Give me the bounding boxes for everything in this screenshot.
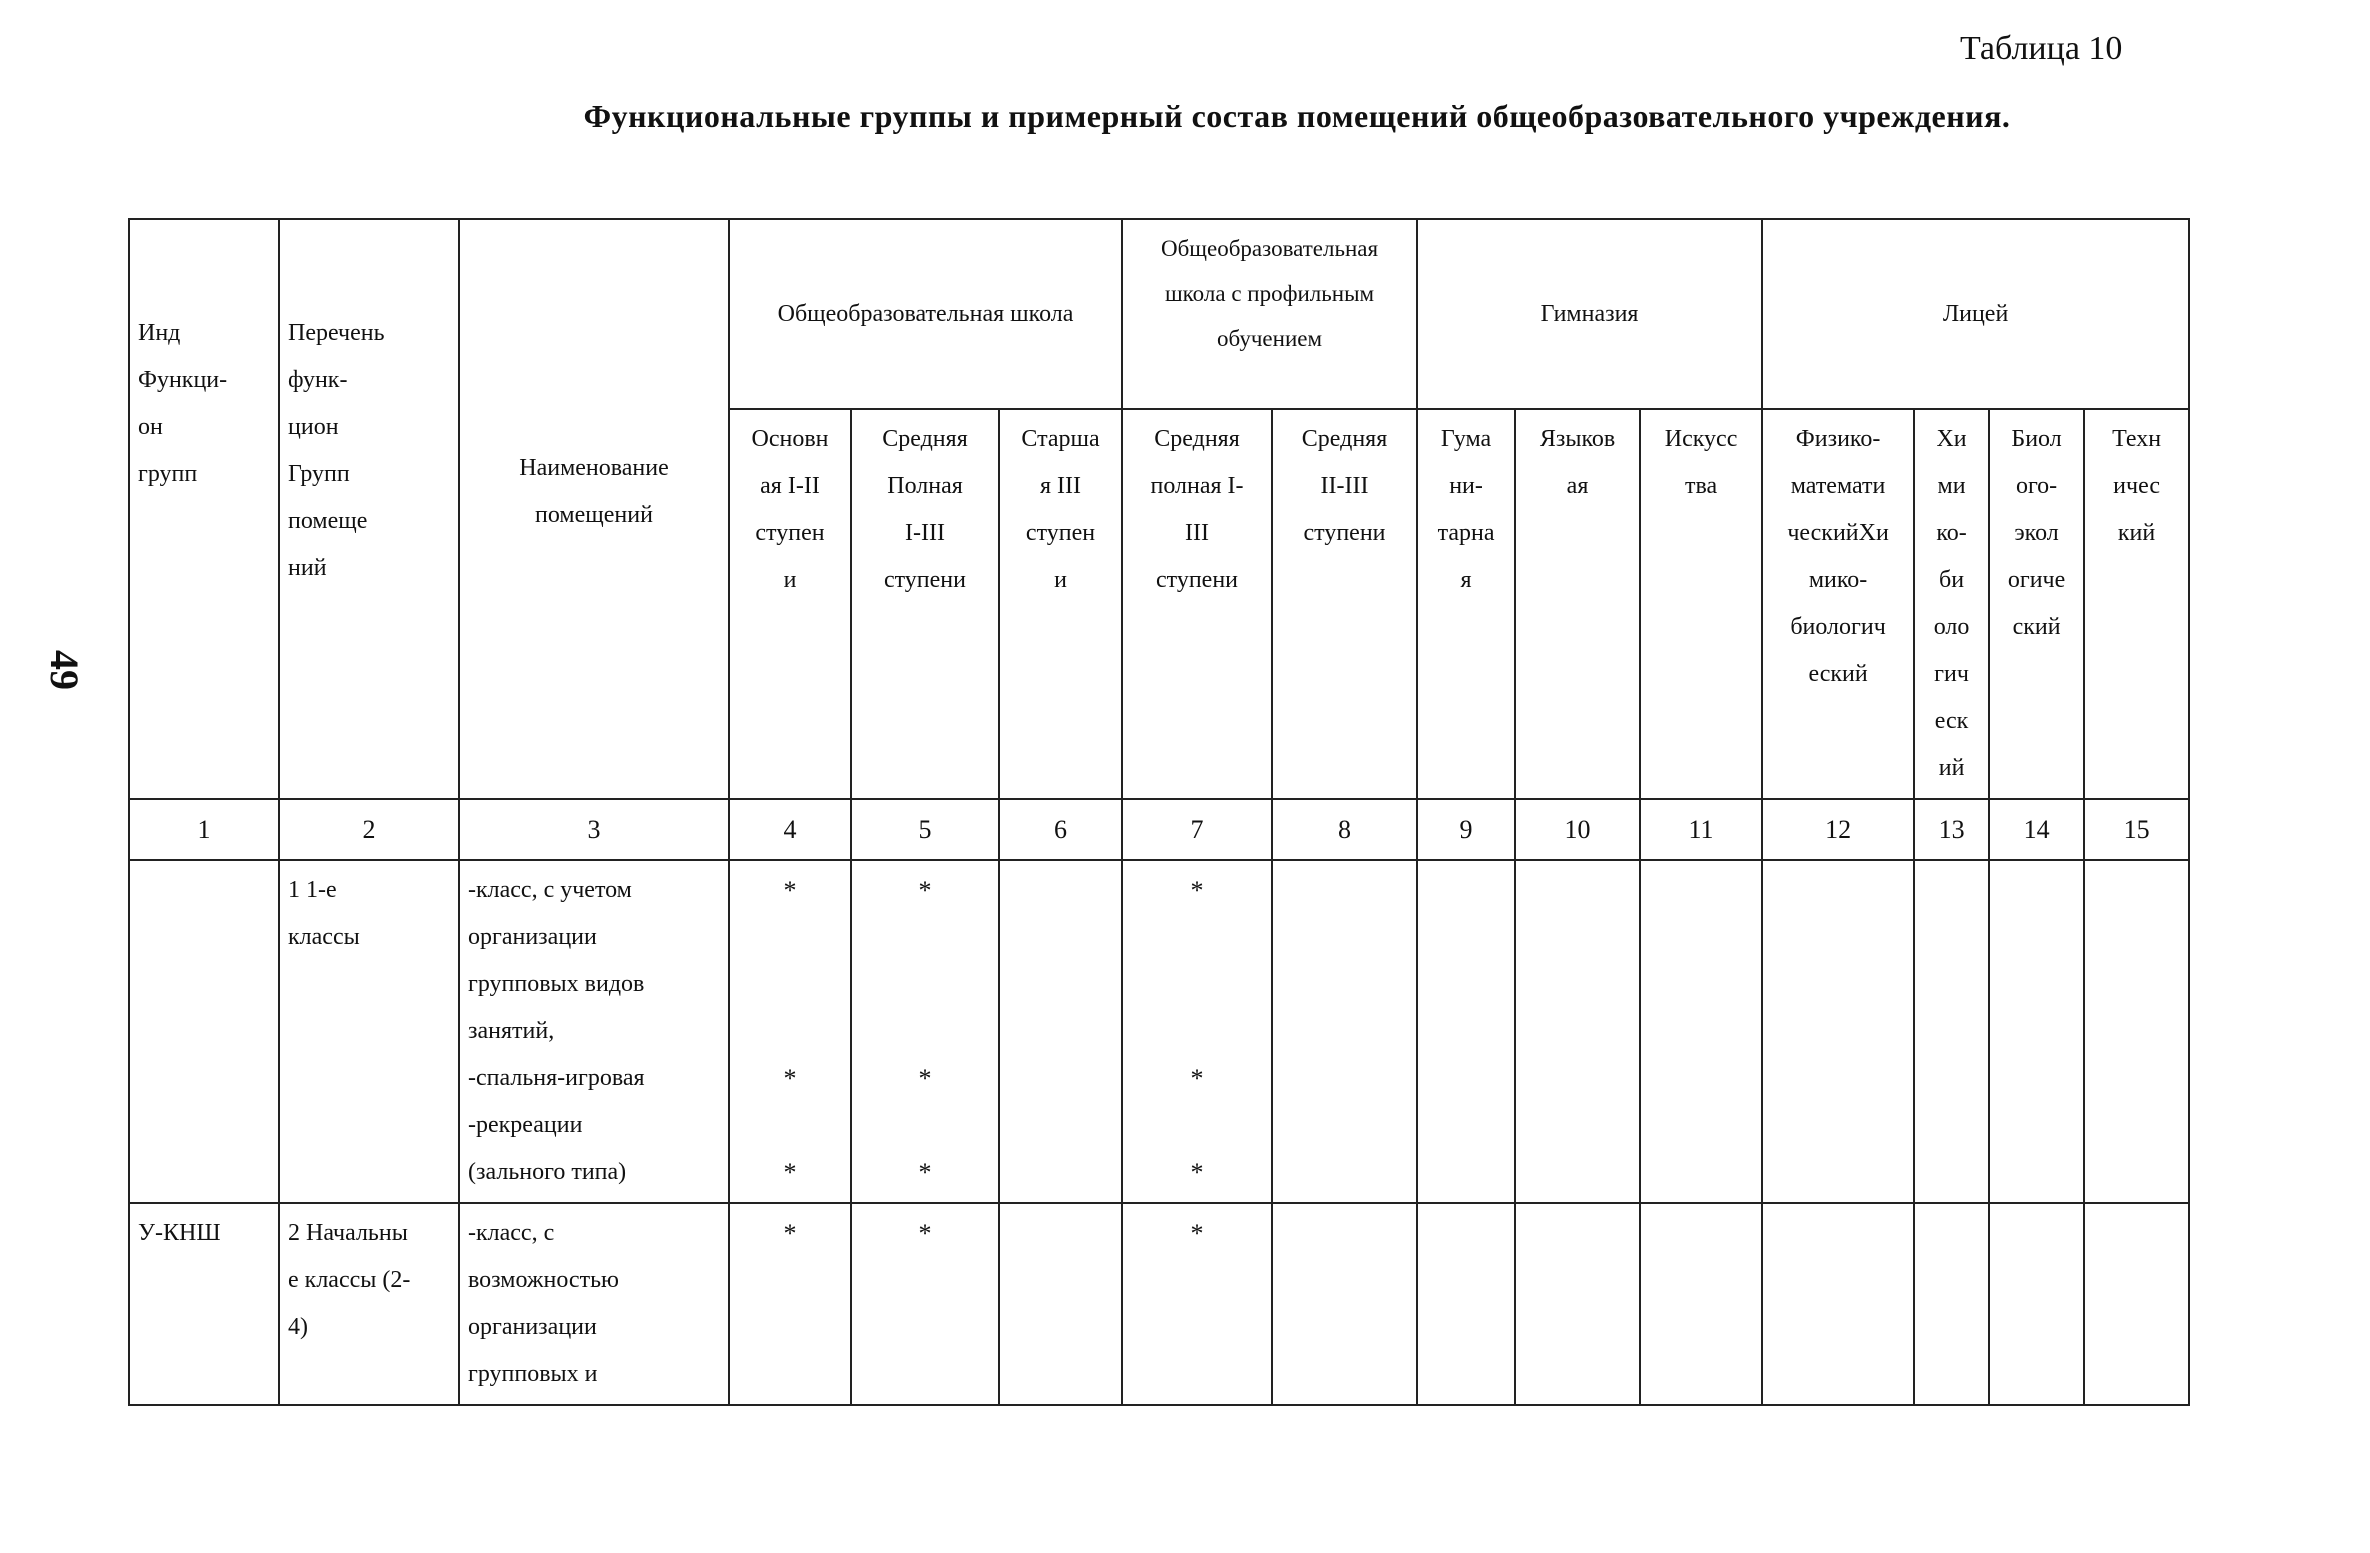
row-group: 1 1-е классы: [279, 860, 459, 1203]
subheader-physmath: Физико- математи ческийХи мико- биологич еский: [1762, 409, 1914, 799]
header-col-room-names: Наименование помещений: [459, 219, 729, 799]
subheader-secondary-full: Средняя Полная I-III ступени: [851, 409, 999, 799]
empty-cell: [1417, 860, 1515, 1203]
empty-cell: [1272, 860, 1417, 1203]
row-mark-c4: * * *: [729, 860, 851, 1203]
column-number: 4: [729, 799, 851, 860]
empty-cell: [1417, 1203, 1515, 1405]
subheader-senior: Старша я III ступен и: [999, 409, 1122, 799]
page-number: 49: [42, 650, 87, 690]
column-number: 7: [1122, 799, 1272, 860]
row-rooms: -класс, с учетом организации групповых видов занятий, -спальня-игровая -рекреации (зального типа): [459, 860, 729, 1203]
empty-cell: [1515, 860, 1640, 1203]
empty-cell: [1640, 860, 1762, 1203]
header-profile-school: Общеобразовательная школа с профильным обучением: [1122, 219, 1417, 409]
subheader-arts: Искусс тва: [1640, 409, 1762, 799]
row-group: 2 Начальны е классы (2- 4): [279, 1203, 459, 1405]
page-title: [0, 98, 2370, 135]
row-rooms: -класс, с возможностью организации групповых и: [459, 1203, 729, 1405]
empty-cell: [999, 1203, 1122, 1405]
empty-cell: [2084, 1203, 2189, 1405]
empty-cell: [1272, 1203, 1417, 1405]
header-col-index: Инд Функци- он групп: [129, 219, 279, 799]
empty-cell: [1914, 860, 1989, 1203]
subheader-bioeco: Биол ого- экол огиче ский: [1989, 409, 2084, 799]
row-index: [129, 860, 279, 1203]
subheader-profile-2-3: Средняя II-III ступени: [1272, 409, 1417, 799]
column-number: 9: [1417, 799, 1515, 860]
table-label: Таблица 10: [1960, 30, 2123, 67]
empty-cell: [1914, 1203, 1989, 1405]
subheader-chembio: Хи ми ко- би оло гич еск ий: [1914, 409, 1989, 799]
row-index: У-КНШ: [129, 1203, 279, 1405]
column-number-row: [129, 799, 2189, 860]
row-mark-c5: *: [851, 1203, 999, 1405]
column-number: 11: [1640, 799, 1762, 860]
header-col-group-list: Перечень функ- цион Групп помеще ний: [279, 219, 459, 799]
column-number: 12: [1762, 799, 1914, 860]
subheader-technical: Техн ичес кий: [2084, 409, 2189, 799]
column-number: 15: [2084, 799, 2189, 860]
subheader-basic: Основн ая I-II ступен и: [729, 409, 851, 799]
subheader-humanitarian: Гума ни- тарна я: [1417, 409, 1515, 799]
column-number: 1: [129, 799, 279, 860]
row-mark-c5: * * *: [851, 860, 999, 1203]
column-number: 6: [999, 799, 1122, 860]
empty-cell: [1989, 860, 2084, 1203]
row-mark-c4: *: [729, 1203, 851, 1405]
subheader-profile-full: Средняя полная I- III ступени: [1122, 409, 1272, 799]
rooms-table: [128, 218, 2190, 1406]
empty-cell: [1640, 1203, 1762, 1405]
table-row: [129, 1203, 2189, 1405]
row-mark-c7: * * *: [1122, 860, 1272, 1203]
page-title-text: Функциональные группы и примерный состав помещений общеобразовательного учреждения.: [583, 98, 2011, 134]
empty-cell: [2084, 860, 2189, 1203]
header-row-groups: [129, 219, 2189, 409]
table-row: [129, 860, 2189, 1203]
column-number: 13: [1914, 799, 1989, 860]
subheader-language: Языков ая: [1515, 409, 1640, 799]
header-general-school: Общеобразовательная школа: [729, 219, 1122, 409]
empty-cell: [1989, 1203, 2084, 1405]
column-number: 3: [459, 799, 729, 860]
empty-cell: [1762, 860, 1914, 1203]
header-lyceum: Лицей: [1762, 219, 2189, 409]
column-number: 5: [851, 799, 999, 860]
empty-cell: [1762, 1203, 1914, 1405]
header-gymnasium: Гимназия: [1417, 219, 1762, 409]
column-number: 14: [1989, 799, 2084, 860]
column-number: 10: [1515, 799, 1640, 860]
empty-cell: [1515, 1203, 1640, 1405]
row-mark-c7: *: [1122, 1203, 1272, 1405]
empty-cell: [999, 860, 1122, 1203]
column-number: 2: [279, 799, 459, 860]
column-number: 8: [1272, 799, 1417, 860]
